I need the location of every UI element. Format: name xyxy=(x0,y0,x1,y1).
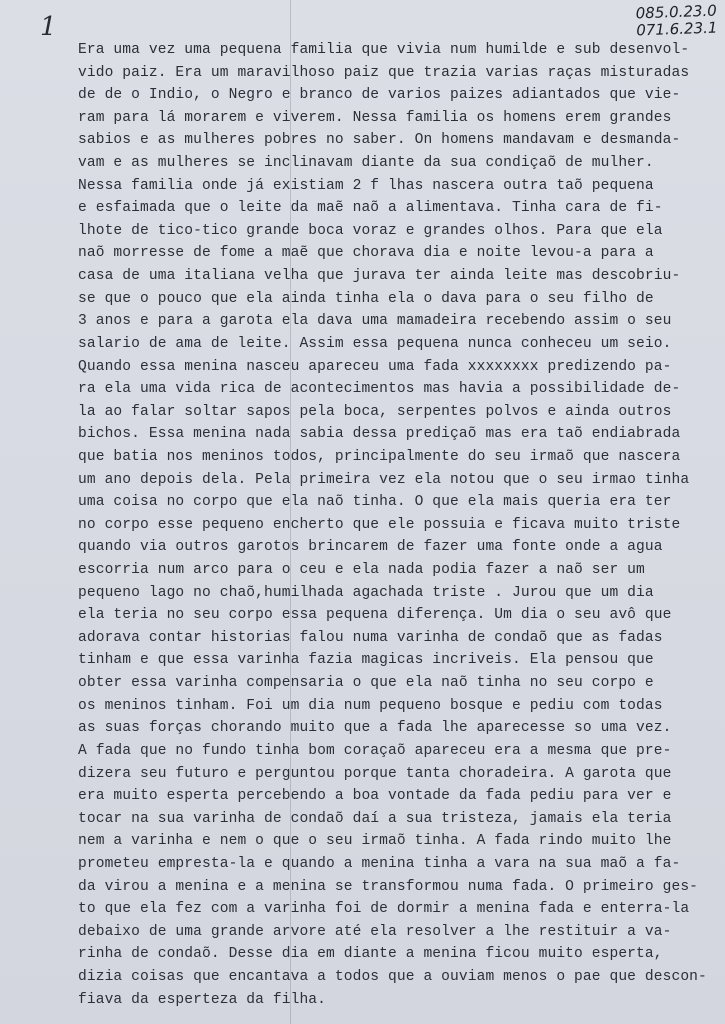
text-line: escorria num arco para o ceu e ela nada podia fazer a naõ ser um xyxy=(78,562,645,579)
text-line: da virou a menina e a menina se transformou numa fada. O primeiro ges- xyxy=(78,878,699,895)
text-line: pequeno lago no chaõ,humilhada agachada triste . Jurou que um dia xyxy=(78,584,654,601)
text-line: quando via outros garotos brincarem de fazer uma fonte onde a agua xyxy=(78,539,663,556)
text-line: Era uma vez uma pequena familia que vivia num humilde e sub desenvol- xyxy=(78,42,690,58)
text-line: dizera seu futuro e perguntou porque tanta choradeira. A garota que xyxy=(78,765,672,782)
typed-text-body xyxy=(78,39,718,1011)
text-line: tocar na sua varinha de condaõ daí a sua tristeza, jamais ela teria xyxy=(78,810,672,827)
text-line: salario de ama de leite. Assim essa pequena nunca conheceu um seio. xyxy=(78,335,672,352)
text-line: vido paiz. Era um maravilhoso paiz que trazia varias raças misturadas xyxy=(78,64,690,81)
text-line: Nessa familia onde já existiam 2 f lhas nascera outra taõ pequena xyxy=(78,177,654,194)
text-line: obter essa varinha compensaria o que ela naõ tinha no seu corpo e xyxy=(78,675,654,692)
text-line: que batia nos meninos todos, principalmente do seu irmaõ que nascera xyxy=(78,448,681,465)
text-line: e esfaimada que o leite da maẽ naõ a alimentava. Tinha cara de fi- xyxy=(78,200,663,217)
text-line: rinha de condaõ. Desse dia em diante a menina ficou muito esperta, xyxy=(78,946,663,963)
text-line: as suas forças chorando muito que a fada lhe aparecesse so uma vez. xyxy=(78,720,672,737)
text-line: 3 anos e para a garota ela dava uma mamadeira recebendo assim o seu xyxy=(78,313,672,330)
text-line: Quando essa menina nasceu apareceu uma fada xxxxxxxx predizendo pa- xyxy=(78,358,672,375)
text-line: lhote de tico-tico grande boca voraz e grandes olhos. Para que ela xyxy=(78,222,663,239)
text-line: se que o pouco que ela ainda tinha ela o dava para o seu filho de xyxy=(78,290,654,307)
text-line: fiava da esperteza da filha. xyxy=(78,991,327,1008)
text-line: vam e as mulheres se inclinavam diante da sua condiçaõ de mulher. xyxy=(78,155,654,172)
page-number: 1 xyxy=(40,12,57,42)
text-line: adorava contar historias falou numa varinha de condaõ que as fadas xyxy=(78,629,663,646)
text-line: de de o Indio, o Negro e branco de varios paizes adiantados que vie- xyxy=(78,87,681,104)
text-line: debaixo de uma grande arvore até ela resolver a lhe restituir a va- xyxy=(78,923,672,940)
text-line: sabios e as mulheres pobres no saber. On homens mandavam e desmanda- xyxy=(78,132,681,149)
text-line: era muito esperta percebendo a boa vontade da fada pediu para ver e xyxy=(78,788,672,805)
text-line: nem a varinha e nem o que o seu irmaõ tinha. A fada rindo muito lhe xyxy=(78,833,672,850)
text-line: la ao falar soltar sapos pela boca, serpentes polvos e ainda outros xyxy=(78,403,672,420)
text-line: ram para lá morarem e viverem. Nessa familia os homens erem grandes xyxy=(78,109,672,126)
text-line: uma coisa no corpo que ela naõ tinha. O que ela mais queria era ter xyxy=(78,494,672,511)
archive-codes xyxy=(635,3,717,40)
text-line: ra ela uma vida rica de acontecimentos mas havia a possibilidade de- xyxy=(78,381,681,398)
text-line: os meninos tinham. Foi um dia num pequeno bosque e pediu com todas xyxy=(78,697,663,714)
archive-code-1: 085.0.23.0 xyxy=(635,1,717,23)
text-line: tinham e que essa varinha fazia magicas incriveis. Ela pensou que xyxy=(78,652,654,669)
text-line: casa de uma italiana velha que jurava ter ainda leite mas descobriu- xyxy=(78,268,681,285)
text-line: um ano depois dela. Pela primeira vez ela notou que o seu irmao tinha xyxy=(78,471,690,488)
text-line: ela teria no seu corpo essa pequena diferença. Um dia o seu avô que xyxy=(78,607,672,624)
text-line: naõ morresse de fome a maẽ que chorava dia e noite levou-a para a xyxy=(78,245,654,262)
text-line: no corpo esse pequeno encherto que ele possuia e ficava muito triste xyxy=(78,516,681,533)
text-line: to que ela fez com a varinha foi de dormir a menina fada e enterra-la xyxy=(78,901,690,918)
text-line: bichos. Essa menina nada sabia dessa prediçaõ mas era taõ endiabrada xyxy=(78,426,681,443)
text-line: dizia coisas que encantava a todos que a ouviam menos o pae que descon- xyxy=(78,968,707,985)
archive-code-2: 071.6.23.1 xyxy=(635,18,718,40)
text-line: A fada que no fundo tinha bom coraçaõ apareceu era a mesma que pre- xyxy=(78,742,672,759)
text-line: prometeu empresta-la e quando a menina tinha a vara na sua maõ a fa- xyxy=(78,855,681,872)
